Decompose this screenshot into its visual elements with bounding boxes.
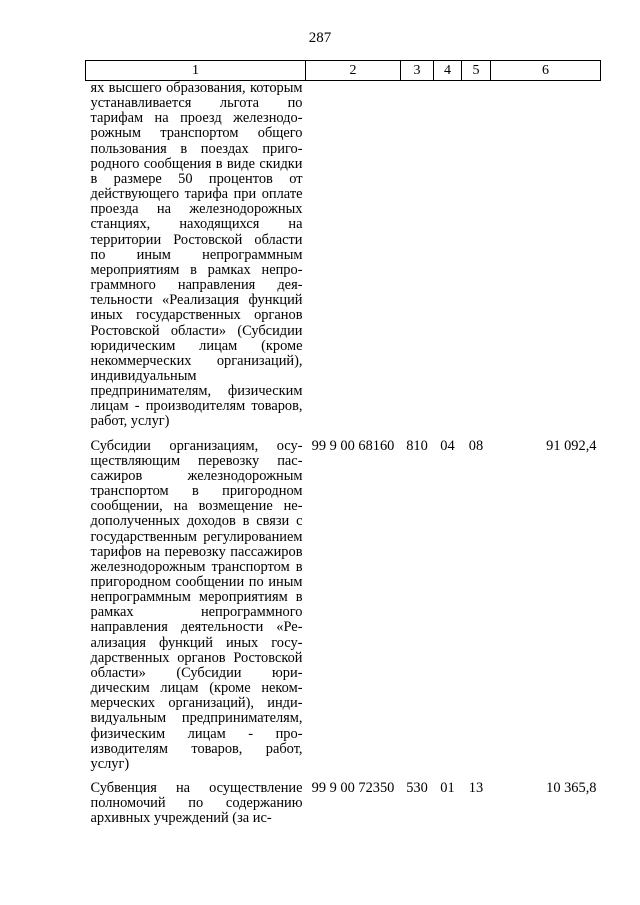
row-target-article: 99 9 00 72350: [311, 780, 395, 797]
row-target-article: [306, 81, 401, 430]
row-subsection: [462, 81, 491, 430]
row-expense-type: [401, 81, 434, 430]
table-row: [86, 430, 601, 772]
row-amount: [491, 81, 601, 430]
row-expense-type: 810: [406, 437, 428, 454]
page-number: 287: [308, 30, 332, 46]
budget-table: [85, 60, 601, 827]
row-amount: 10 365,8: [546, 780, 597, 797]
column-header-target-article: 2: [306, 61, 401, 81]
row-description: Субсидии организациям, осуществляющим перевозку пассажиров железнодорожным транспортом в пригородном сообщении, на возмещение недополученных доходов в связи с государственным регулированием тарифов на перевозку пассажиров железнодорожным транспортом в пригородном сообщении по иным непрограммным мероприятиям в рамках непрограммного направления деятельности «Реализация функций иных государственных органов Ростовской области» (Субсидии юридическим лицам (кроме некоммерческих организаций), индивидуальным предпринимателям, физическим лицам - производителям товаров, работ, услуг): [90, 437, 303, 772]
column-header-subsection: 5: [462, 61, 491, 81]
row-section: 04: [440, 437, 455, 454]
row-amount: 91 092,4: [546, 437, 597, 454]
column-header-expense-type: 3: [401, 61, 434, 81]
row-description: ях высшего образования, которым устанавливается льгота по тарифам на проезд железнодорожным транспортом общего пользования в поездах пригородного сообщения в виде скидки в размере 50 процентов от действующего тарифа при оплате проезда на железнодорожных станциях, находящихся на территории Ростовской области по иным непрограммным мероприятиям в рамках непрограммного направления деятельности «Реализация функций иных государственных органов Ростовской области» (Субсидии юридическим лицам (кроме некоммерческих организаций), индивидуальным предпринимателям, физическим лицам - производителям товаров, работ, услуг): [90, 80, 303, 430]
column-header-section: 4: [434, 61, 462, 81]
table-body: [86, 81, 601, 827]
column-header-description: 1: [86, 61, 306, 81]
row-subsection: 13: [468, 780, 484, 797]
table-header: [86, 61, 601, 81]
row-subsection: 08: [468, 437, 484, 454]
row-description: Субвенция на осуществление полномочий по содержанию архивных учреждений (за ис-: [90, 780, 303, 827]
header-row: [86, 61, 601, 81]
table-row: [86, 81, 601, 430]
row-target-article: 99 9 00 68160: [311, 437, 395, 454]
row-expense-type: 530: [406, 780, 428, 797]
row-section: 01: [440, 780, 455, 797]
column-header-amount: 6: [491, 61, 601, 81]
table-row: [86, 772, 601, 826]
row-section: [434, 81, 462, 430]
